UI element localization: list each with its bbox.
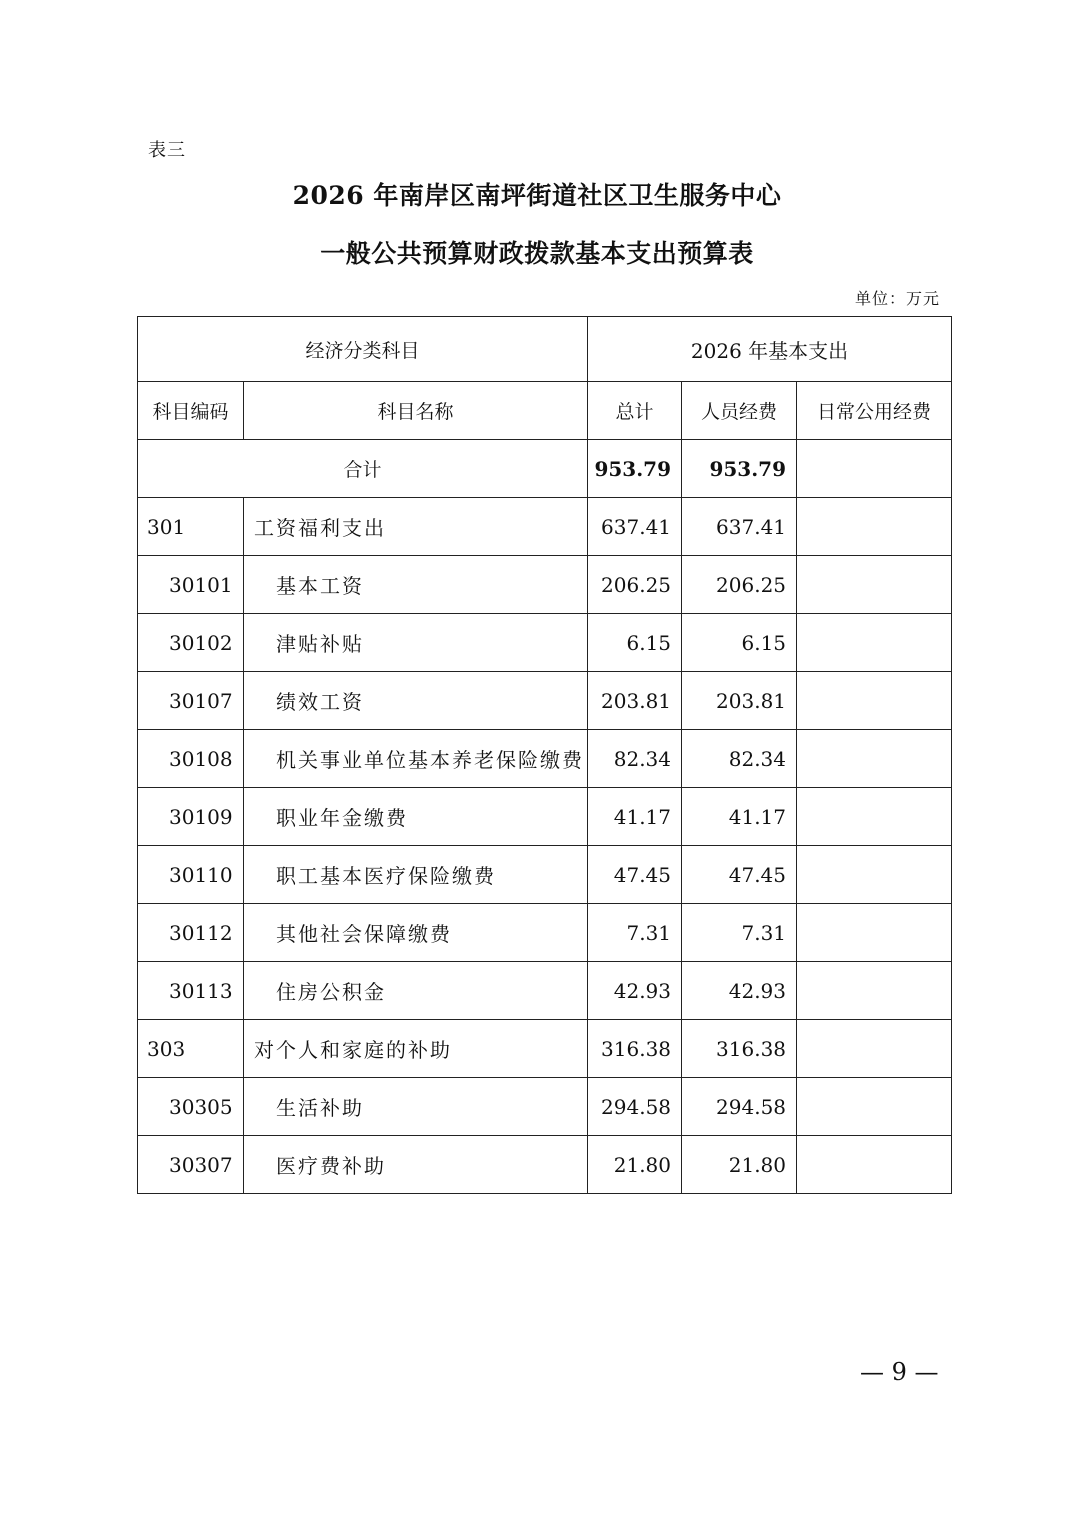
row-public bbox=[797, 846, 952, 904]
table-row bbox=[138, 498, 952, 556]
row-personnel: 203.81 bbox=[682, 672, 797, 730]
row-code: 303 bbox=[138, 1020, 244, 1078]
table-row bbox=[138, 614, 952, 672]
row-public bbox=[797, 672, 952, 730]
row-total: 206.25 bbox=[588, 556, 682, 614]
document-title-line-2: 一般公共预算财政拨款基本支出预算表 bbox=[320, 239, 754, 268]
row-personnel: 42.93 bbox=[682, 962, 797, 1020]
row-total: 21.80 bbox=[588, 1136, 682, 1194]
row-total: 47.45 bbox=[588, 846, 682, 904]
table-row bbox=[138, 1078, 952, 1136]
table-row bbox=[138, 672, 952, 730]
row-public bbox=[797, 1078, 952, 1136]
table-row bbox=[138, 904, 952, 962]
row-name: 机关事业单位基本养老保险缴费 bbox=[244, 730, 588, 788]
row-code: 30112 bbox=[138, 904, 244, 962]
header-total: 总计 bbox=[588, 382, 682, 440]
header-row-columns bbox=[138, 382, 952, 440]
header-basic-expenditure: 2026 年基本支出 bbox=[588, 317, 952, 382]
header-code: 科目编码 bbox=[138, 382, 244, 440]
row-total: 6.15 bbox=[588, 614, 682, 672]
document-title-line-1: 2026 年南岸区南坪街道社区卫生服务中心 bbox=[292, 181, 782, 210]
row-code: 30108 bbox=[138, 730, 244, 788]
row-name: 对个人和家庭的补助 bbox=[244, 1020, 588, 1078]
row-name: 绩效工资 bbox=[244, 672, 588, 730]
row-code: 30307 bbox=[138, 1136, 244, 1194]
row-name: 医疗费补助 bbox=[244, 1136, 588, 1194]
row-total: 42.93 bbox=[588, 962, 682, 1020]
header-economic-classification: 经济分类科目 bbox=[138, 317, 588, 382]
row-total: 316.38 bbox=[588, 1020, 682, 1078]
total-sum: 953.79 bbox=[588, 440, 682, 498]
row-public bbox=[797, 904, 952, 962]
total-personnel: 953.79 bbox=[682, 440, 797, 498]
budget-table bbox=[137, 316, 952, 1194]
row-code: 30102 bbox=[138, 614, 244, 672]
header-public: 日常公用经费 bbox=[797, 382, 952, 440]
header-row-group bbox=[138, 317, 952, 382]
table-row bbox=[138, 846, 952, 904]
row-code: 30110 bbox=[138, 846, 244, 904]
table-row bbox=[138, 1020, 952, 1078]
row-personnel: 294.58 bbox=[682, 1078, 797, 1136]
row-personnel: 47.45 bbox=[682, 846, 797, 904]
row-total: 203.81 bbox=[588, 672, 682, 730]
row-personnel: 316.38 bbox=[682, 1020, 797, 1078]
row-code: 30107 bbox=[138, 672, 244, 730]
row-total: 82.34 bbox=[588, 730, 682, 788]
row-personnel: 6.15 bbox=[682, 614, 797, 672]
row-public bbox=[797, 730, 952, 788]
row-total: 41.17 bbox=[588, 788, 682, 846]
row-name: 住房公积金 bbox=[244, 962, 588, 1020]
row-name: 工资福利支出 bbox=[244, 498, 588, 556]
table-row bbox=[138, 962, 952, 1020]
row-code: 30109 bbox=[138, 788, 244, 846]
table-row bbox=[138, 1136, 952, 1194]
table-row bbox=[138, 556, 952, 614]
table-row bbox=[138, 788, 952, 846]
row-personnel: 206.25 bbox=[682, 556, 797, 614]
row-public bbox=[797, 962, 952, 1020]
row-name: 基本工资 bbox=[244, 556, 588, 614]
row-name: 职业年金缴费 bbox=[244, 788, 588, 846]
row-public bbox=[797, 498, 952, 556]
row-code: 30305 bbox=[138, 1078, 244, 1136]
row-code: 301 bbox=[138, 498, 244, 556]
row-name: 其他社会保障缴费 bbox=[244, 904, 588, 962]
unit-label: 单位：万元 bbox=[854, 289, 940, 308]
row-name: 津贴补贴 bbox=[244, 614, 588, 672]
page-number: — 9 — bbox=[860, 1358, 939, 1386]
row-total: 637.41 bbox=[588, 498, 682, 556]
row-personnel: 7.31 bbox=[682, 904, 797, 962]
row-public bbox=[797, 788, 952, 846]
row-public bbox=[797, 1020, 952, 1078]
row-personnel: 82.34 bbox=[682, 730, 797, 788]
row-public bbox=[797, 556, 952, 614]
row-public bbox=[797, 614, 952, 672]
header-name: 科目名称 bbox=[244, 382, 588, 440]
total-public bbox=[797, 440, 952, 498]
row-code: 30101 bbox=[138, 556, 244, 614]
table-number-label: 表三 bbox=[148, 140, 186, 161]
row-total: 7.31 bbox=[588, 904, 682, 962]
row-personnel: 21.80 bbox=[682, 1136, 797, 1194]
row-name: 职工基本医疗保险缴费 bbox=[244, 846, 588, 904]
header-personnel: 人员经费 bbox=[682, 382, 797, 440]
row-personnel: 637.41 bbox=[682, 498, 797, 556]
row-public bbox=[797, 1136, 952, 1194]
row-personnel: 41.17 bbox=[682, 788, 797, 846]
table-row bbox=[138, 730, 952, 788]
total-row bbox=[138, 440, 952, 498]
total-label: 合计 bbox=[138, 440, 588, 498]
row-name: 生活补助 bbox=[244, 1078, 588, 1136]
row-code: 30113 bbox=[138, 962, 244, 1020]
row-total: 294.58 bbox=[588, 1078, 682, 1136]
